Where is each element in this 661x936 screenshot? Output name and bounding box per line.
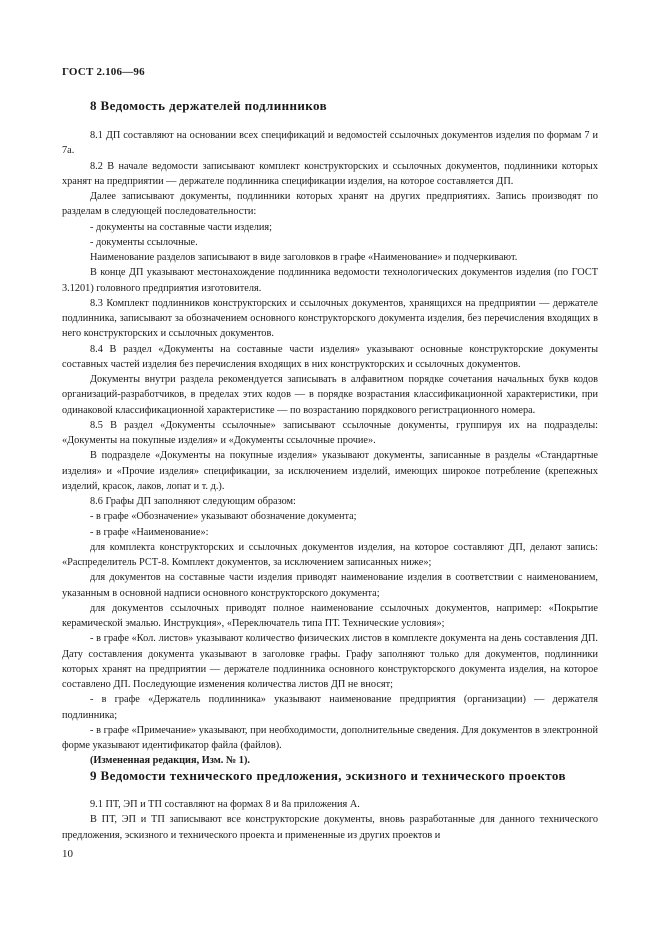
- paragraph: Далее записывают документы, подлинники которых хранят на других предприятиях. Запись производят по разделам в следующей последовательности:: [62, 191, 598, 218]
- list-item: - в графе «Примечание» указывают, при необходимости, дополнительные сведения. Для документов в электронной форме указывают идентификатор файла (файлов).: [62, 724, 598, 751]
- paragraph: 8.6 Графы ДП заполняют следующим образом:: [90, 496, 296, 507]
- paragraph: для комплекта конструкторских и ссылочных документов изделия, на которое составляют ДП, делают запись: «Распределитель РСТ-8. Комплект документов, за исключением записанных ниже»;: [62, 541, 598, 568]
- paragraph: Документы внутри раздела рекомендуется записывать в алфавитном порядке сочетания начальных букв кодов организаций-разработчиков, в пределах этих кодов — в порядке возрастания классификационной характеристики, при одинаковой классификационной характеристике — по возрастанию порядкового регистрационного номера.: [62, 374, 598, 416]
- paragraph: В ПТ, ЭП и ТП записывают все конструкторские документы, вновь разработанные для данного технического предложения, эскизного и технического проекта и примененные из других проектов и: [62, 814, 598, 841]
- list-item: - в графе «Кол. листов» указывают количество физических листов в комплекте документа на день составления ДП. Дату составления документа указывают в заголовке графы. Графу заполняют только для документов, подлинники которых хранят на предприятии — держателе подлинника основного конструкторского документа изделия, на которое составлено ДП. Последующие изменения количества листов ДП не вносят;: [62, 633, 598, 690]
- paragraph: 8.2 В начале ведомости записывают комплект конструкторских и ссылочных документов, подлинники которых хранят на предприятии — держателе подлинника спецификации изделия, на которое составляется ДП.: [62, 160, 598, 187]
- section-8-body: [62, 128, 598, 769]
- paragraph: 8.4 В раздел «Документы на составные части изделия» указывают основные конструкторские документы составных частей изделия без перечисления входящих в них конструкторских и ссылочных документов.: [62, 343, 598, 370]
- paragraph: В конце ДП указывают местонахождение подлинника ведомости технологических документов изделия (по ГОСТ 3.1201) головного предприятия изготовителя.: [62, 267, 598, 294]
- paragraph: 8.1 ДП составляют на основании всех спецификаций и ведомостей ссылочных документов изделия по формам 7 и 7а.: [62, 130, 598, 157]
- paragraph: 8.3 Комплект подлинников конструкторских и ссылочных документов, хранящихся на предприятии — держателе подлинника, записывают за обозначением основного конструкторского документа изделия, без перечисления входящих в него конструкторских и ссылочных документов.: [62, 297, 598, 340]
- paragraph: 8.5 В раздел «Документы ссылочные» записывают ссылочные документы, группируя их на подразделы: «Документы на покупные изделия» и «Документы ссылочные прочие».: [62, 419, 598, 446]
- paragraph: 9.1 ПТ, ЭП и ТП составляют на формах 8 и 8а приложения А.: [90, 799, 360, 810]
- list-item: - документы ссылочные.: [90, 236, 198, 248]
- list-item: - в графе «Обозначение» указывают обозначение документа;: [90, 511, 357, 523]
- paragraph: Наименование разделов записывают в виде заголовков в графе «Наименование» и подчеркивают.: [90, 252, 518, 263]
- paragraph: В подразделе «Документы на покупные изделия» указывают документы, записанные в разделы «Стандартные изделия» и «Прочие изделия» спецификации, за исключением изделий, имеющих широкое потребление (крепежных изделий, красок, лаков, лопат и т. д.).: [62, 450, 598, 492]
- list-item: - в графе «Наименование»:: [90, 526, 209, 538]
- standard-header: ГОСТ 2.106—96: [62, 66, 145, 78]
- page-number: 10: [62, 848, 73, 860]
- paragraph: для документов на составные части изделия приводят наименование изделия в соответствии с наименованием, указанным в основной надписи основного конструкторского документа;: [62, 572, 598, 599]
- section-8-title: 8 Ведомость держателей подлинников: [90, 98, 327, 113]
- amendment-note: (Измененная редакция, Изм. № 1).: [90, 755, 250, 767]
- paragraph: для документов ссылочных приводят полное наименование ссылочных документов, например: «Покрытие керамической эмалью. Инструкция», «Переключатель типа ПТ. Технические условия»;: [62, 602, 598, 629]
- section-9-title: 9 Ведомости технического предложения, эскизного и технического проектов: [90, 768, 566, 783]
- section-9-body: [62, 797, 598, 843]
- list-item: - документы на составные части изделия;: [90, 221, 273, 233]
- list-item: - в графе «Держатель подлинника» указывают наименование предприятия (организации) — держателя подлинника;: [62, 694, 598, 721]
